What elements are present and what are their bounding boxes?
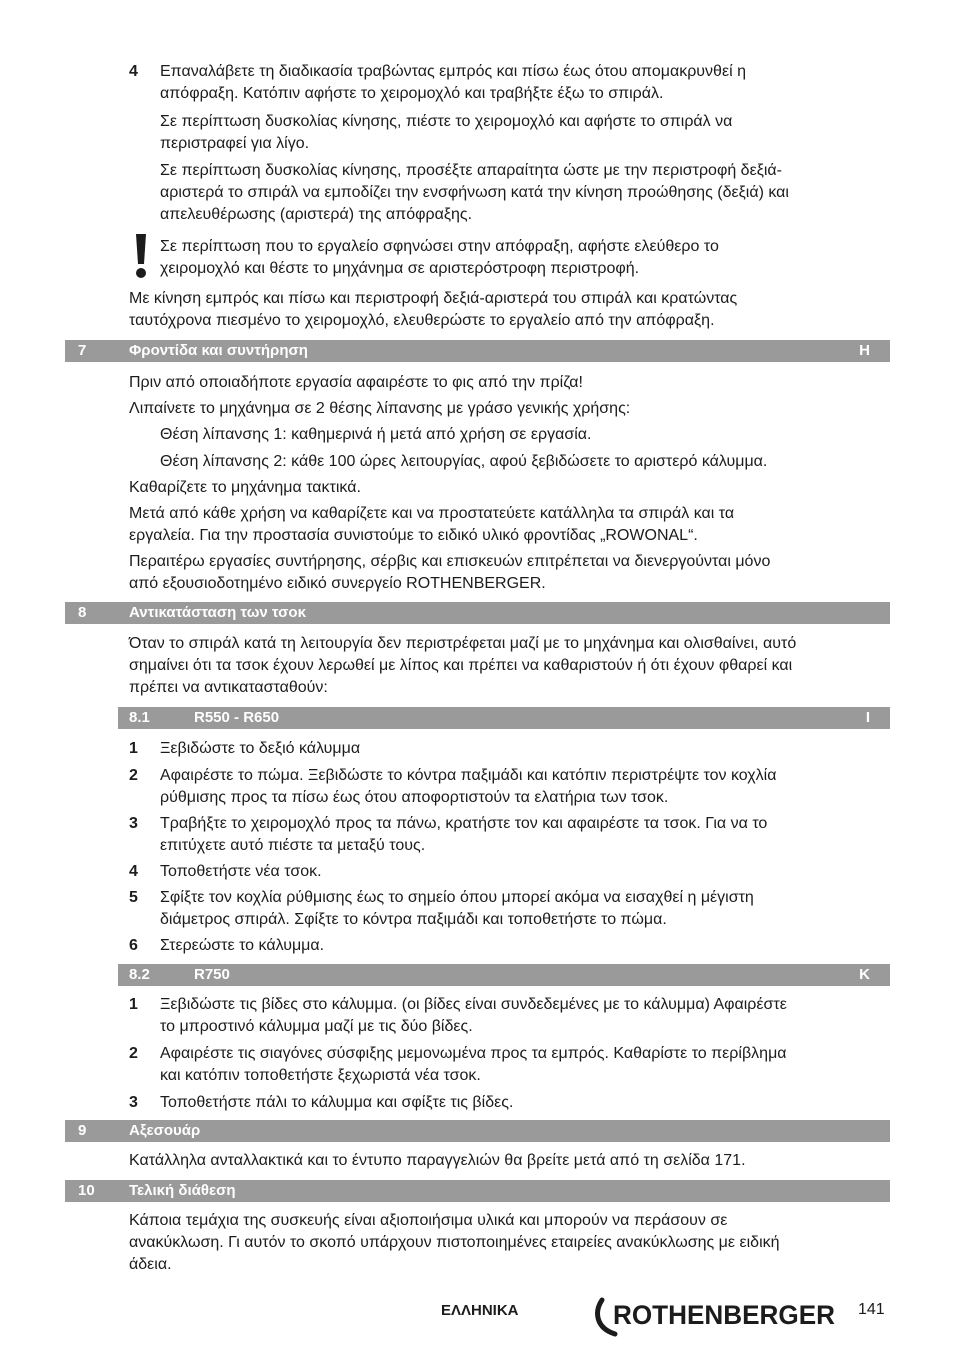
step-text — [160, 994, 890, 1038]
step-text: Ξεβιδώστε το δεξιό κάλυμμα — [160, 740, 361, 757]
step-number: 4 — [129, 63, 138, 80]
step-text: Τοποθετήστε νέα τσοκ. — [160, 863, 322, 880]
step-number: 6 — [129, 937, 138, 954]
section-number: 10 — [78, 1182, 95, 1199]
section-number: 8.1 — [129, 709, 150, 726]
text-line: ανακύκλωση. Γι αυτόν το σκοπό υπάρχουν πιστοποιημένες εταιρείες ανακύκλωσης με ειδική — [129, 1234, 780, 1251]
text-line: Ξεβιδώστε τις βίδες στο κάλυμμα. (οι βίδες είναι συνδεδεμένες με το κάλυμμα) Αφαιρέστε — [160, 996, 787, 1013]
text-line: Μετά από κάθε χρήση να καθαρίζετε και να προστατεύετε κατάλληλα τα σπιράλ και τα — [129, 505, 735, 522]
text-line: Σε περίπτωση δυσκολίας κίνησης, προσέξτε απαραίτητα ώστε με την περιστροφή δεξιά- — [160, 162, 782, 179]
step-text: Τοποθετήστε πάλι το κάλυμμα και σφίξτε τις βίδες. — [160, 1094, 514, 1111]
step-number: 3 — [129, 1094, 138, 1111]
step-text — [160, 61, 890, 105]
step-number: 1 — [129, 996, 138, 1013]
figure-letter: H — [859, 342, 870, 359]
text-line: το μπροστινό κάλυμμα μαζί με τις δύο βίδες. — [160, 1018, 473, 1035]
paragraph — [129, 503, 891, 547]
section-title: Αντικατάσταση των τσοκ — [129, 604, 306, 621]
step-number: 1 — [129, 740, 138, 757]
text-line: σημαίνει ότι τα τσοκ έχουν λερωθεί με λίπος και πρέπει να καθαριστούν ή ότι έχουν φθαρεί και — [129, 657, 793, 674]
subsection-header-8-1 — [118, 707, 890, 729]
section-header-8 — [65, 602, 890, 624]
step-text: Στερεώστε το κάλυμμα. — [160, 937, 325, 954]
section-header-9 — [65, 1120, 890, 1142]
step-text — [160, 813, 890, 857]
text-line: Σφίξτε τον κοχλία ρύθμισης έως το σημείο όπου μπορεί ακόμα να εισαχθεί η μέγιστη — [160, 889, 754, 906]
step-note — [160, 111, 890, 155]
text-line: άδεια. — [129, 1256, 172, 1273]
paragraph: Λιπαίνετε το μηχάνημα σε 2 θέσης λίπανσης με γράσο γενικής χρήσης: — [129, 400, 631, 417]
section-title: R550 - R650 — [194, 709, 280, 726]
text-line: περιστραφεί για λίγο. — [160, 135, 310, 152]
section-number: 9 — [78, 1122, 87, 1139]
warning-exclamation-icon — [134, 232, 148, 280]
text-line: απελευθέρωσης (αριστερά) της απόφραξης. — [160, 206, 473, 223]
text-line: Περαιτέρω εργασίες συντήρησης, σέρβις και επισκευών επιτρέπεται να διενεργούνται μόνο — [129, 553, 771, 570]
text-line: Με κίνηση εμπρός και πίσω και περιστροφή δεξιά-αριστερά του σπιράλ και κρατώντας — [129, 290, 738, 307]
section-title: Φροντίδα και συντήρηση — [129, 342, 308, 359]
figure-letter: I — [865, 709, 870, 726]
step-number: 4 — [129, 863, 138, 880]
warning-text — [160, 236, 890, 280]
section-header-10 — [65, 1180, 890, 1202]
text-line: Κάποια τεμάχια της συσκευής είναι αξιοποιήσιμα υλικά και μπορούν να περάσουν σε — [129, 1212, 728, 1229]
paragraph — [129, 551, 891, 595]
step-number: 2 — [129, 767, 138, 784]
section-number: 8 — [78, 604, 87, 621]
footer-language: ΕΛΛΗΝΙΚΑ — [441, 1302, 519, 1319]
section-number: 7 — [78, 342, 87, 359]
text-line: από εξουσιοδοτημένο ειδικό συνεργείο ROTHENBERGER. — [129, 575, 546, 592]
section-header-7 — [65, 340, 890, 362]
step-number: 3 — [129, 815, 138, 832]
text-line: και κατόπιν τοποθετήστε ξεχωριστά νέα τσοκ. — [160, 1067, 481, 1084]
release-paragraph — [129, 288, 891, 332]
paragraph — [129, 633, 891, 699]
paragraph — [129, 1210, 891, 1276]
text-line: Επαναλάβετε τη διαδικασία τραβώντας εμπρός και πίσω έως ότου απομακρυνθεί η — [160, 63, 746, 80]
page-number: 141 — [858, 1301, 885, 1318]
text-line: Σε περίπτωση που το εργαλείο σφηνώσει στην απόφραξη, αφήστε ελεύθερο το — [160, 238, 719, 255]
text-line: Όταν το σπιράλ κατά τη λειτουργία δεν περιστρέφεται μαζί με το μηχάνημα και ολισθαίνει, αυτό — [129, 635, 797, 652]
rothenberger-logo — [593, 1294, 838, 1338]
paragraph: Καθαρίζετε το μηχάνημα τακτικά. — [129, 479, 361, 496]
text-line: διάμετρος σπιράλ. Σφίξτε το κόντρα παξιμάδι και τοποθετήστε το πώμα. — [160, 911, 667, 928]
section-title: Τελική διάθεση — [129, 1182, 236, 1199]
text-line: επιτύχετε αυτό πιέστε τα μεταξύ τους. — [160, 837, 426, 854]
text-line: αριστερά το σπιράλ να εμποδίζει την ενσφήνωση κατά την κίνηση προώθησης (δεξιά) και — [160, 184, 789, 201]
text-line: Αφαιρέστε το πώμα. Ξεβιδώστε το κόντρα παξιμάδι και κατόπιν περιστρέψτε τον κοχλία — [160, 767, 777, 784]
paragraph: Κατάλληλα ανταλλακτικά και το έντυπο παραγγελιών θα βρείτε μετά από τη σελίδα 171. — [129, 1152, 746, 1169]
step-number: 5 — [129, 889, 138, 906]
text-line: πρέπει να αντικατασταθούν: — [129, 679, 328, 696]
step-number: 2 — [129, 1045, 138, 1062]
lubrication-point-1: Θέση λίπανσης 1: καθημερινά ή μετά από χρήση σε εργασία. — [160, 426, 592, 443]
step-note — [160, 160, 890, 226]
text-line: Σε περίπτωση δυσκολίας κίνησης, πιέστε το χειρομοχλό και αφήστε το σπιράλ να — [160, 113, 733, 130]
section-title: Αξεσουάρ — [129, 1122, 201, 1139]
text-line: ρύθμισης προς τα πίσω έως ότου αποφορτιστούν τα ελατήρια των τσοκ. — [160, 789, 669, 806]
step-text — [160, 765, 890, 809]
text-line: Τραβήξτε το χειρομοχλό προς τα πάνω, κρατήστε τον και αφαιρέστε τα τσοκ. Για να το — [160, 815, 768, 832]
subsection-header-8-2 — [118, 964, 890, 986]
section-title: R750 — [194, 966, 230, 983]
step-text — [160, 1043, 890, 1087]
logo-wordmark: ROTHENBERGER — [613, 1300, 835, 1330]
text-line: χειρομοχλό και θέστε το μηχάνημα σε αριστερόστροφη περιστροφή. — [160, 260, 640, 277]
text-line: απόφραξη. Κατόπιν αφήστε το χειρομοχλό και τραβήξτε έξω το σπιράλ. — [160, 85, 664, 102]
lubrication-point-2: Θέση λίπανσης 2: κάθε 100 ώρες λειτουργίας, αφού ξεβιδώσετε το αριστερό κάλυμμα. — [160, 453, 768, 470]
step-text — [160, 887, 890, 931]
text-line: Αφαιρέστε τις σιαγόνες σύσφιξης μεμονωμένα προς τα εμπρός. Καθαρίστε το περίβλημα — [160, 1045, 787, 1062]
section-number: 8.2 — [129, 966, 150, 983]
text-line: εργαλεία. Για την προστασία συνιστούμε το ειδικό υλικό φροντίδας „ROWONAL“. — [129, 527, 698, 544]
paragraph: Πριν από οποιαδήποτε εργασία αφαιρέστε το φις από την πρίζα! — [129, 374, 583, 391]
figure-letter: K — [859, 966, 870, 983]
text-line: ταυτόχρονα πιεσμένο το χειρομοχλό, ελευθερώστε το εργαλείο από την απόφραξη. — [129, 312, 715, 329]
